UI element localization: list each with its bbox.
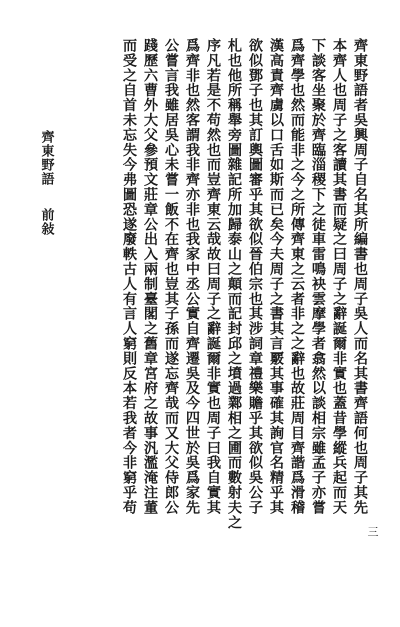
text-column: 序凡若是不苟然也而豈齊東云哉故曰周子之辭誕爾非實也周子曰我自實其 bbox=[205, 38, 221, 515]
section-title: 前敍 bbox=[38, 208, 54, 236]
text-column: 踐歷六曹外大父參預文莊章公出入兩制臺閣之舊章宮府之故事汎濫淹注董 bbox=[142, 38, 158, 515]
text-column: 下談客坐聚於齊臨淄稷下之徒車雷鳴袂雲摩學者翕然以談相宗雖孟子亦嘗 bbox=[310, 38, 326, 515]
page-number: 三 bbox=[366, 526, 379, 537]
text-column: 欲似鄧子也其訂輿圖審乎其欲似晉伯宗也其涉詞章禮樂贍乎其欲似吳公子 bbox=[247, 38, 263, 515]
running-header bbox=[36, 130, 56, 236]
text-column: 公嘗言我雖居吳心未嘗一飯不在齊也豈其子孫而遂忘齊哉而又大父侍郎公 bbox=[163, 38, 179, 515]
text-column: 漢高責齊虜以口舌如斯而已矣今夫周子之書其言覈其事確其詢官名精乎其 bbox=[268, 38, 284, 515]
text-column: 本齊人也周子之客讀其書而疑之曰周子之辭誕爾非實也蓋昔學縱兵起而天 bbox=[331, 38, 347, 515]
book-title: 齊東野語 bbox=[38, 130, 54, 186]
text-column: 而受之自首未忘失今弗圖恐遂廢軼古人有言人窮則反本若我者今非窮乎苟 bbox=[121, 38, 137, 515]
text-column: 爲齊非也然客謂我非齊亦非也我家中丞公實自齊遷吳及今四世於吳爲家先 bbox=[184, 38, 200, 515]
text-column: 齊東野語者吳興周子自名其所編書也周子吳人而名其書齊語何也周子其先 bbox=[352, 38, 368, 515]
text-column: 爲齊學也然而能非之今之所傳齊東之云者非之之辭也故莊周目齊諧爲滑稽 bbox=[289, 38, 305, 515]
body-text bbox=[80, 38, 370, 598]
text-column: 札也他所稱舉旁圖雜記所加歸泰山之顛而記封邱之墳過鄴相之圃而數射夫之 bbox=[226, 38, 242, 530]
